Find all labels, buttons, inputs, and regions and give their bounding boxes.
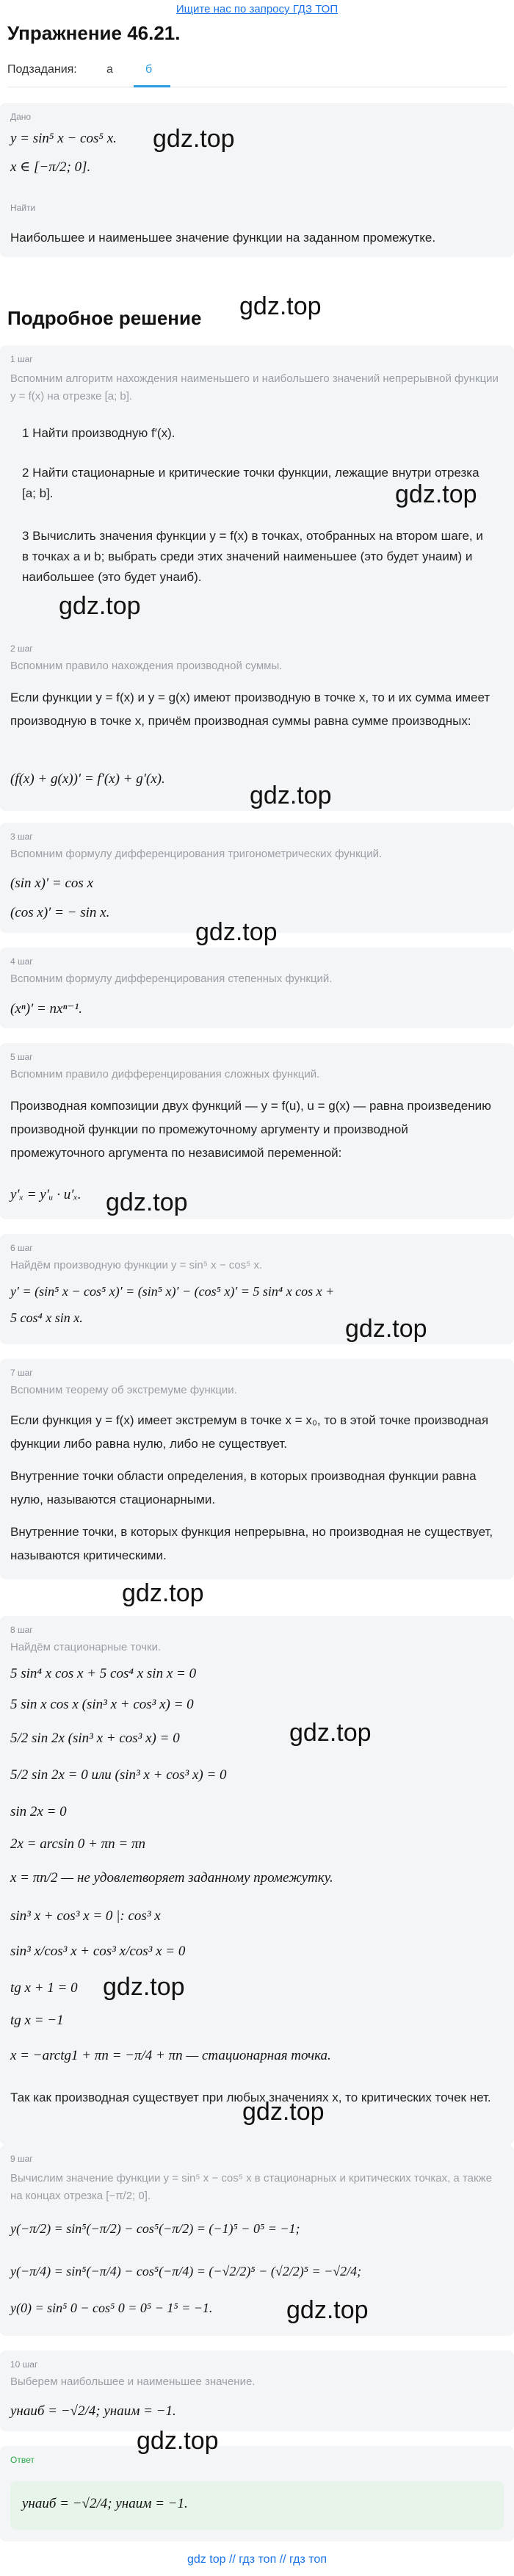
step-formula: 5 cos⁴ x sin x. [10, 1310, 83, 1325]
step-tag: 1 шаг [10, 354, 33, 364]
watermark: gdz.top [122, 1579, 204, 1607]
step-item: 1 Найти производную f′(x). [22, 426, 175, 440]
step-text: Если функция y = f(x) имеет экстремум в точке x = x₀, то в этой точке производная функции либо равна нулю, либо не существует. [10, 1413, 489, 1451]
watermark: gdz.top [250, 782, 332, 809]
watermark: gdz.top [195, 918, 278, 946]
step-hint: Вспомним формулу дифференцирования степенных функций. [10, 973, 333, 985]
step-7-card [0, 1359, 514, 1579]
step-8-card [0, 1616, 514, 2145]
math-line: sin 2x = 0 [10, 1804, 67, 1819]
answer-card [0, 2446, 514, 2541]
watermark: gdz.top [137, 2427, 219, 2455]
step-formula: y′ₓ = y′ᵤ · u′ₓ. [10, 1187, 82, 1202]
step-tag: 2 шаг [10, 643, 33, 654]
step-item: 2 Найти стационарные и критические точки функции, лежащие внутри отрезка [a; b]. [22, 466, 479, 500]
step-hint: Найдём производную функции y = sin⁵ x − cos⁵ x. [10, 1259, 263, 1271]
step-10-card [0, 2350, 514, 2431]
math-line: y(−π/2) = sin⁵(−π/2) − cos⁵(−π/2) = (−1)⁵ − 0⁵ = −1; [10, 2221, 300, 2236]
step-hint: Выберем наибольшее и наименьшее значение. [10, 2375, 256, 2388]
watermark: gdz.top [59, 592, 141, 620]
math-line: tg x = −1 [10, 2013, 64, 2028]
math-line: x = −arctg1 + πn = −π/4 + πn — стационарная точка. [10, 2048, 331, 2063]
step-conclusion: Так как производная существует при любых значениях x, то критических точек нет. [10, 2090, 491, 2104]
link-separator: // [228, 2553, 239, 2566]
watermark: gdz.top [103, 1973, 185, 2001]
subtasks-label: Подзадания: [7, 63, 77, 76]
math-line: tg x + 1 = 0 [10, 1980, 78, 1996]
page-title: Упражнение 46.21. [7, 22, 181, 44]
step-tag: 4 шаг [10, 956, 33, 967]
step-tag: 9 шаг [10, 2154, 33, 2164]
watermark: gdz.top [153, 125, 235, 153]
tab-a[interactable]: а [106, 63, 113, 76]
answer-formula: yнаиб = −√2/4; yнаим = −1. [22, 2496, 188, 2511]
step-3-card [0, 823, 514, 933]
step-tag: 5 шаг [10, 1052, 33, 1062]
answer-box [10, 2481, 504, 2530]
step-9-card [0, 2145, 514, 2336]
math-line: 5/2 sin 2x (sin³ x + cos³ x) = 0 [10, 1731, 180, 1746]
math-line: sin³ x + cos³ x = 0 |: cos³ x [10, 1908, 161, 1924]
watermark: gdz.top [239, 292, 322, 320]
given-tag: Дано [10, 112, 32, 122]
answer-tag: Ответ [10, 2455, 35, 2465]
step-tag: 10 шаг [10, 2359, 38, 2370]
given-card [0, 103, 514, 257]
step-item: 3 Вычислить значения функции y = f(x) в точках, отобранных на втором шаге, и в точках a и b; выбрать среди этих значений наименьшее (это будет yнаим) и наибольшее (это будет yнаиб). [22, 529, 483, 584]
link-separator: // [279, 2553, 290, 2566]
bottom-link[interactable]: гдз топ [289, 2553, 327, 2566]
step-text: Внутренние точки, в которых функция непрерывна, но производная не существует, называются критическими. [10, 1525, 493, 1562]
active-tab-indicator [134, 85, 170, 87]
step-hint: Вспомним правило нахождения производной суммы. [10, 660, 283, 672]
math-line: 5/2 sin 2x = 0 или (sin³ x + cos³ x) = 0 [10, 1767, 227, 1783]
watermark: gdz.top [286, 2296, 369, 2324]
math-line: y(−π/4) = sin⁵(−π/4) − cos⁵(−π/4) = (−√2/2)⁵ − (√2/2)⁵ = −√2/4; [10, 2264, 362, 2279]
math-line: y(0) = sin⁵ 0 − cos⁵ 0 = 0⁵ − 1⁵ = −1. [10, 2301, 213, 2315]
math-line: sin³ x/cos³ x + cos³ x/cos³ x = 0 [10, 1944, 186, 1959]
step-hint: Вспомним правило дифференцирования сложных функций. [10, 1068, 320, 1080]
math-line: 2x = arcsin 0 + πn = πn [10, 1836, 145, 1852]
step-text: Внутренние точки области определения, в которых производная функции равна нулю, называются стационарными. [10, 1469, 477, 1507]
step-hint: Найдём стационарные точки. [10, 1641, 162, 1653]
math-line: 5 sin⁴ x cos x + 5 cos⁴ x sin x = 0 [10, 1666, 197, 1681]
bottom-link[interactable]: gdz top [187, 2553, 226, 2566]
bottom-links [0, 2553, 514, 2566]
given-function: y = sin⁵ x − cos⁵ x. [10, 131, 117, 146]
step-formula: yнаиб = −√2/4; yнаим = −1. [10, 2403, 176, 2419]
step-formula: (f(x) + g(x))′ = f′(x) + g′(x). [10, 771, 165, 787]
watermark: gdz.top [345, 1315, 427, 1343]
solution-heading: Подробное решение [7, 307, 202, 329]
watermark: gdz.top [106, 1188, 188, 1216]
step-tag: 7 шаг [10, 1368, 33, 1378]
find-tag: Найти [10, 203, 36, 213]
step-tag: 8 шаг [10, 1625, 33, 1635]
watermark: gdz.top [395, 480, 477, 508]
step-formula: (sin x)′ = cos x [10, 876, 93, 891]
step-tag: 3 шаг [10, 831, 33, 842]
bottom-link[interactable]: гдз топ [239, 2553, 277, 2566]
subtasks-bar [7, 60, 507, 90]
step-formula: (xⁿ)′ = nxⁿ⁻¹. [10, 1001, 82, 1017]
step-hint: Вспомним алгоритм нахождения наименьшего и наибольшего значений непрерывной функции y = f(x) на отрезке [a; b]. [10, 372, 499, 403]
tab-b[interactable]: б [145, 63, 153, 76]
step-hint: Вспомним формулу дифференцирования тригонометрических функций. [10, 848, 383, 860]
step-hint: Вспомним теорему об экстремуме функции. [10, 1384, 237, 1396]
step-6-card [0, 1234, 514, 1344]
step-4-card [0, 948, 514, 1028]
math-line: x = πn/2 — не удовлетворяет заданному промежутку. [10, 1870, 333, 1886]
step-formula: (cos x)′ = − sin x. [10, 905, 110, 920]
watermark: gdz.top [242, 2098, 325, 2126]
watermark: gdz.top [289, 1719, 372, 1747]
step-5-card [0, 1043, 514, 1219]
step-tag: 6 шаг [10, 1243, 33, 1253]
search-banner-link[interactable]: Ищите нас по запросу ГДЗ ТОП [175, 3, 339, 15]
step-text: Если функции y = f(x) и y = g(x) имеют производную в точке x, то и их сумма имеет производную в точке x, причём производная суммы равна сумме производных: [10, 690, 491, 728]
given-interval: x ∈ [−π/2; 0]. [10, 159, 91, 175]
step-text: Производная композиции двух функций — y = f(u), u = g(x) — равна произведению производной функции по промежуточному аргументу и производной промежуточного аргумента по независимой переменной: [10, 1099, 491, 1160]
step-formula: y′ = (sin⁵ x − cos⁵ x)′ = (sin⁵ x)′ − (cos⁵ x)′ = 5 sin⁴ x cos x + [10, 1284, 335, 1299]
math-line: 5 sin x cos x (sin³ x + cos³ x) = 0 [10, 1697, 194, 1712]
step-hint: Вычислим значение функции y = sin⁵ x − cos⁵ x в стационарных и критических точках, а также на концах отрезка [−π/2; 0]. [10, 2172, 492, 2202]
find-text: Наибольшее и наименьшее значение функции на заданном промежутке. [10, 231, 436, 245]
